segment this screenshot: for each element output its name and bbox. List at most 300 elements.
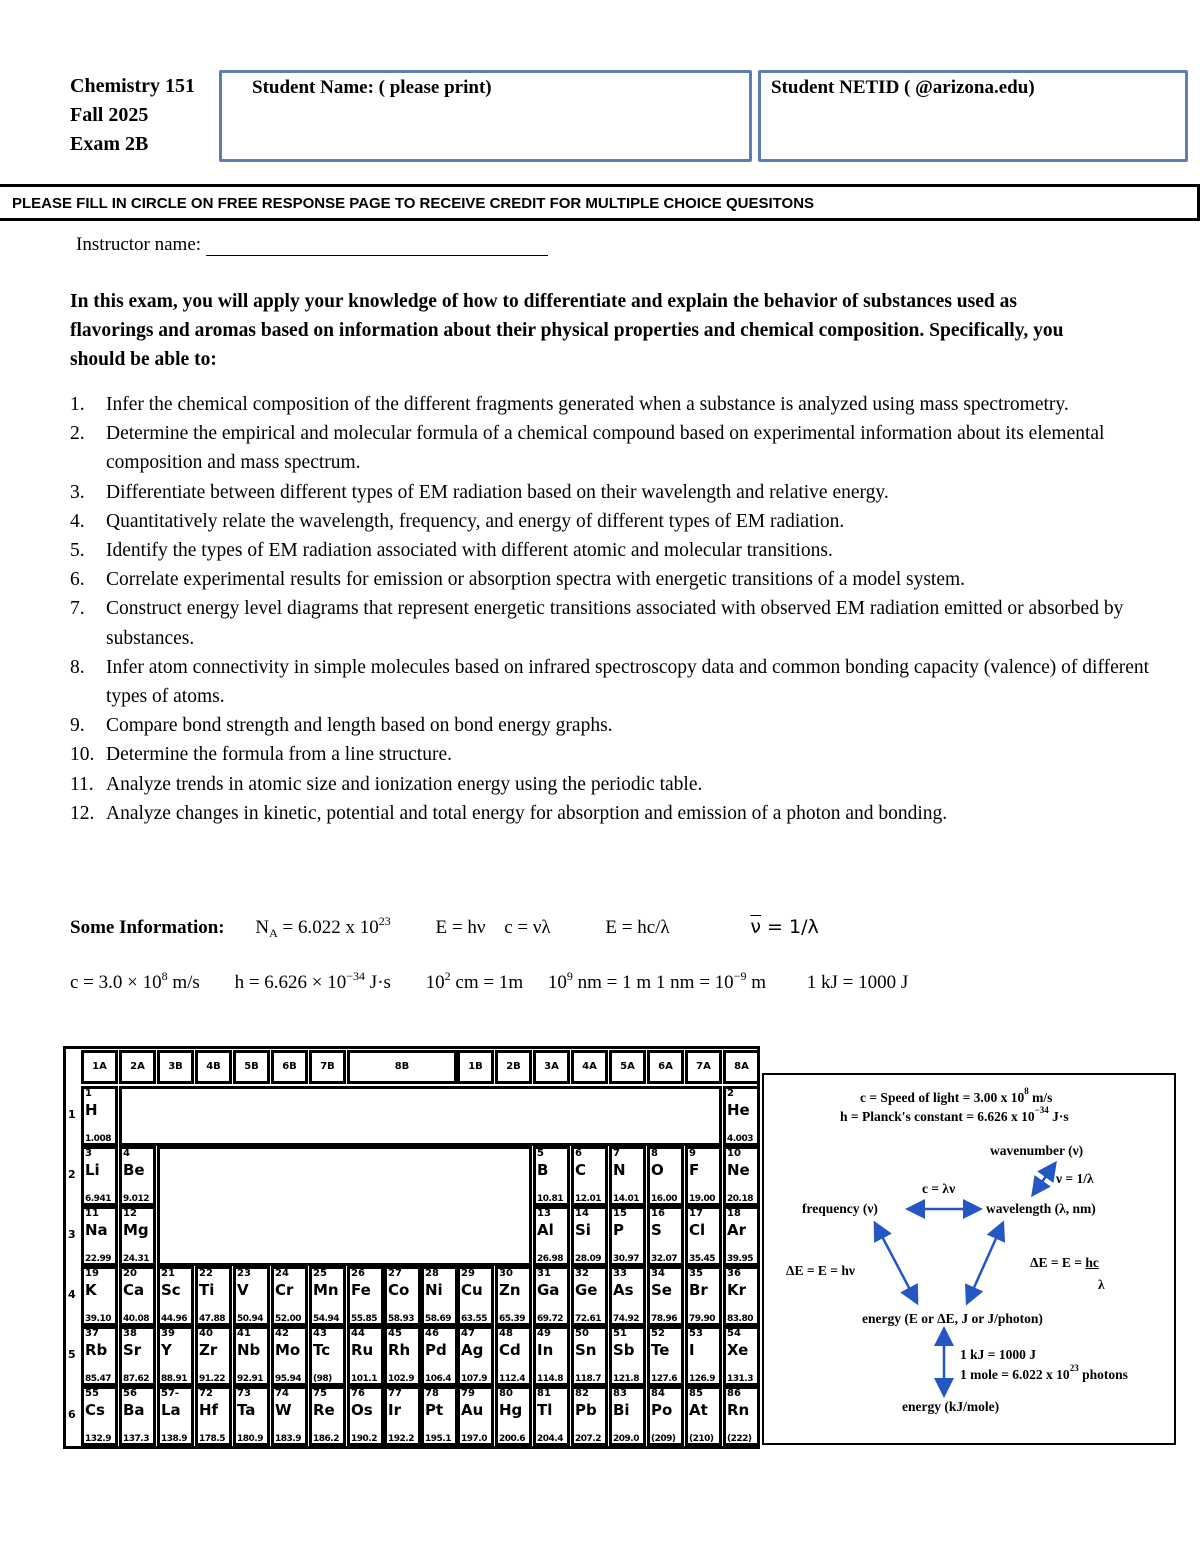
atomic-mass: 192.2 xyxy=(388,1434,414,1444)
element-symbol: Cs xyxy=(85,1401,105,1419)
atomic-mass: 209.0 xyxy=(613,1434,639,1444)
atomic-mass: 137.3 xyxy=(123,1434,149,1444)
atomic-mass: 126.9 xyxy=(689,1374,715,1384)
element-symbol: Cd xyxy=(499,1341,521,1359)
instruction-banner xyxy=(0,184,1200,221)
element-cell xyxy=(571,1266,608,1326)
atomic-number: 47 xyxy=(461,1328,475,1339)
atomic-number: 10 xyxy=(727,1148,741,1159)
atomic-number: 31 xyxy=(537,1268,551,1279)
objective-text: Analyze changes in kinetic, potential and total energy for absorption and emission of a photon and bonding. xyxy=(106,802,948,824)
objective-number: 3. xyxy=(70,481,85,503)
period-number: 6 xyxy=(68,1408,76,1421)
atomic-number: 77 xyxy=(388,1388,402,1399)
objective-item xyxy=(70,711,1150,740)
atomic-mass: 39.10 xyxy=(85,1314,111,1324)
student-name-box[interactable] xyxy=(219,70,752,162)
nm-conv: $10^9$ nm = 1 m 1 nm = $10^{-9}$ m xyxy=(547,969,766,993)
objective-number: 6. xyxy=(70,569,85,591)
element-symbol: Pt xyxy=(425,1401,444,1419)
element-symbol: Tl xyxy=(537,1401,553,1419)
wavenumber-arrow xyxy=(1034,1165,1054,1193)
atomic-number: 72 xyxy=(199,1388,213,1399)
atomic-number: 49 xyxy=(537,1328,551,1339)
element-symbol: Co xyxy=(388,1281,410,1299)
cm-conv: $10^2$ cm = 1m xyxy=(425,969,524,993)
element-symbol: Re xyxy=(313,1401,335,1419)
banner-text: PLEASE FILL IN CIRCLE ON FREE RESPONSE PAGE TO RECEIVE CREDIT FOR MULTIPLE CHOICE QUESITONS xyxy=(12,195,815,212)
objective-text: Construct energy level diagrams that represent energetic transitions associated with observed EM radiation emitted or absorbed by substances. xyxy=(106,598,1124,649)
atomic-number: 52 xyxy=(651,1328,665,1339)
element-symbol: Na xyxy=(85,1221,108,1239)
group-header: 1B xyxy=(457,1050,494,1084)
wavelength-label: wavelength (λ, nm) xyxy=(986,1201,1096,1216)
c-vl: c = νλ xyxy=(504,917,551,938)
period-number: 1 xyxy=(68,1108,76,1121)
atomic-mass: 92.91 xyxy=(237,1374,263,1384)
instructor-label: Instructor name: xyxy=(76,234,206,255)
element-cell xyxy=(609,1326,646,1386)
atomic-mass: 44.96 xyxy=(161,1314,187,1324)
element-symbol: Ni xyxy=(425,1281,443,1299)
atomic-number: 19 xyxy=(85,1268,99,1279)
atomic-mass: 16.00 xyxy=(651,1194,677,1204)
element-symbol: Zn xyxy=(499,1281,521,1299)
atomic-mass: 127.6 xyxy=(651,1374,677,1384)
atomic-mass: 200.6 xyxy=(499,1434,525,1444)
group-header: 5A xyxy=(609,1050,646,1084)
group-header: 3B xyxy=(157,1050,194,1084)
atomic-number: 50 xyxy=(575,1328,589,1339)
objective-item xyxy=(70,478,1150,507)
atomic-number: 82 xyxy=(575,1388,589,1399)
atomic-mass: 138.9 xyxy=(161,1434,187,1444)
group-header: 7B xyxy=(309,1050,346,1084)
element-cell xyxy=(271,1266,308,1326)
element-symbol: C xyxy=(575,1161,587,1179)
element-cell xyxy=(647,1146,684,1206)
student-netid-box[interactable] xyxy=(758,70,1188,162)
element-symbol: Xe xyxy=(727,1341,749,1359)
wavenumber-relation: ν = 1/λ xyxy=(1056,1171,1094,1186)
objective-number: 2. xyxy=(70,423,85,445)
objectives-list xyxy=(70,390,1150,828)
element-cell xyxy=(81,1086,118,1146)
atomic-number: 14 xyxy=(575,1208,589,1219)
c-value: $c = 3.0 \times 10^8$ m/s xyxy=(70,969,200,993)
de-hc-label: ΔE = E = hc xyxy=(1030,1255,1099,1270)
element-cell xyxy=(119,1146,156,1206)
element-cell xyxy=(384,1326,421,1386)
frequency-label: frequency (ν) xyxy=(802,1201,878,1216)
atomic-mass: 69.72 xyxy=(537,1314,563,1324)
atomic-mass: 102.9 xyxy=(388,1374,414,1384)
element-symbol: Si xyxy=(575,1221,591,1239)
element-symbol: Cr xyxy=(275,1281,294,1299)
atomic-mass: 14.01 xyxy=(613,1194,639,1204)
mole-label: 1 mole = 6.022 x $10^{23}$ photons xyxy=(960,1363,1128,1382)
objective-number: 11. xyxy=(70,773,94,795)
element-cell xyxy=(495,1326,532,1386)
atomic-number: 12 xyxy=(123,1208,137,1219)
c-relation: c = λν xyxy=(922,1181,956,1196)
element-cell xyxy=(457,1326,494,1386)
wavelength-energy-arrow xyxy=(968,1225,1002,1301)
element-cell xyxy=(119,1386,156,1446)
element-cell xyxy=(233,1326,270,1386)
periodic-table xyxy=(63,1046,760,1449)
element-symbol: V xyxy=(237,1281,249,1299)
element-symbol: Ca xyxy=(123,1281,145,1299)
element-cell xyxy=(233,1266,270,1326)
atomic-mass: 65.39 xyxy=(499,1314,525,1324)
atomic-number: 36 xyxy=(727,1268,741,1279)
exam-version: Exam 2B xyxy=(70,133,149,155)
atomic-number: 28 xyxy=(425,1268,439,1279)
element-symbol: Li xyxy=(85,1161,100,1179)
element-symbol: F xyxy=(689,1161,700,1179)
element-symbol: Ba xyxy=(123,1401,145,1419)
atomic-mass: (98) xyxy=(313,1374,332,1384)
element-cell xyxy=(685,1266,722,1326)
objective-number: 7. xyxy=(70,598,85,620)
objective-number: 5. xyxy=(70,540,85,562)
element-cell xyxy=(81,1386,118,1446)
element-cell xyxy=(571,1326,608,1386)
atomic-number: 7 xyxy=(613,1148,620,1159)
atomic-mass: 72.61 xyxy=(575,1314,601,1324)
element-cell xyxy=(157,1386,194,1446)
atomic-number: 21 xyxy=(161,1268,175,1279)
atomic-number: 51 xyxy=(613,1328,627,1339)
element-cell xyxy=(533,1266,570,1326)
element-symbol: Hg xyxy=(499,1401,523,1419)
atomic-mass: 4.003 xyxy=(727,1134,753,1144)
element-cell xyxy=(81,1326,118,1386)
atomic-mass: 6.941 xyxy=(85,1194,111,1204)
atomic-mass: 1.008 xyxy=(85,1134,111,1144)
objective-item xyxy=(70,799,1150,828)
atomic-number: 75 xyxy=(313,1388,327,1399)
atomic-number: 81 xyxy=(537,1388,551,1399)
objective-text: Differentiate between different types of EM radiation based on their wavelength and relative energy. xyxy=(106,481,889,503)
atomic-number: 18 xyxy=(727,1208,741,1219)
element-symbol: Ar xyxy=(727,1221,747,1239)
group-header: 6A xyxy=(647,1050,684,1084)
element-cell xyxy=(609,1266,646,1326)
group-header: 2A xyxy=(119,1050,156,1084)
element-cell xyxy=(571,1386,608,1446)
atomic-mass: 180.9 xyxy=(237,1434,263,1444)
element-cell xyxy=(457,1386,494,1446)
element-cell xyxy=(685,1386,722,1446)
objective-item xyxy=(70,390,1150,419)
group-header: 5B xyxy=(233,1050,270,1084)
atomic-mass: 74.92 xyxy=(613,1314,639,1324)
atomic-number: 46 xyxy=(425,1328,439,1339)
objective-item xyxy=(70,770,1150,799)
atomic-mass: 91.22 xyxy=(199,1374,225,1384)
element-cell xyxy=(119,1326,156,1386)
atomic-number: 38 xyxy=(123,1328,137,1339)
atomic-number: 74 xyxy=(275,1388,289,1399)
element-symbol: He xyxy=(727,1101,750,1119)
element-symbol: Te xyxy=(651,1341,670,1359)
element-cell xyxy=(384,1266,421,1326)
element-symbol: Y xyxy=(161,1341,172,1359)
atomic-number: 16 xyxy=(651,1208,665,1219)
objective-text: Infer atom connectivity in simple molecules based on infrared spectroscopy data and common bonding capacity (valence) of different types of atoms. xyxy=(106,656,1150,708)
objective-number: 8. xyxy=(70,656,85,678)
element-symbol: Ti xyxy=(199,1281,215,1299)
element-cell xyxy=(157,1326,194,1386)
element-symbol: Sb xyxy=(613,1341,635,1359)
atomic-mass: 197.0 xyxy=(461,1434,487,1444)
atomic-mass: 204.4 xyxy=(537,1434,563,1444)
element-cell xyxy=(495,1266,532,1326)
atomic-number: 30 xyxy=(499,1268,513,1279)
element-cell xyxy=(609,1146,646,1206)
atomic-number: 26 xyxy=(351,1268,365,1279)
element-cell xyxy=(421,1266,458,1326)
instructor-field[interactable] xyxy=(76,234,548,256)
atomic-number: 84 xyxy=(651,1388,665,1399)
element-cell xyxy=(157,1266,194,1326)
objective-item xyxy=(70,594,1150,652)
atomic-mass: 186.2 xyxy=(313,1434,339,1444)
de-hv-label: ΔE = E = hν xyxy=(786,1263,855,1278)
element-cell xyxy=(533,1326,570,1386)
element-symbol: H xyxy=(85,1101,98,1119)
element-cell xyxy=(495,1386,532,1446)
atomic-number: 20 xyxy=(123,1268,137,1279)
atomic-mass: 40.08 xyxy=(123,1314,149,1324)
objective-item xyxy=(70,565,1150,594)
course-term: Fall 2025 xyxy=(70,104,149,126)
group-header: 2B xyxy=(495,1050,532,1084)
element-cell xyxy=(119,1206,156,1266)
atomic-mass: 118.7 xyxy=(575,1374,601,1384)
student-netid-label: Student NETID ( @arizona.edu) xyxy=(771,77,1035,98)
energy-label: energy (E or ΔE, J or J/photon) xyxy=(862,1311,1043,1326)
atomic-mass: 85.47 xyxy=(85,1374,111,1384)
atomic-mass: 39.95 xyxy=(727,1254,753,1264)
element-cell xyxy=(571,1146,608,1206)
objective-text: Identify the types of EM radiation associated with different atomic and molecular transitions. xyxy=(106,540,833,562)
atomic-number: 4 xyxy=(123,1148,130,1159)
atomic-mass: 107.9 xyxy=(461,1374,487,1384)
element-cell xyxy=(609,1386,646,1446)
atomic-number: 37 xyxy=(85,1328,99,1339)
element-cell xyxy=(421,1386,458,1446)
objective-number: 10. xyxy=(70,744,95,766)
atomic-mass: 112.4 xyxy=(499,1374,525,1384)
element-symbol: Rn xyxy=(727,1401,750,1419)
objective-text: Analyze trends in atomic size and ionization energy using the periodic table. xyxy=(106,773,703,795)
atomic-number: 40 xyxy=(199,1328,213,1339)
element-cell xyxy=(647,1206,684,1266)
atomic-number: 3 xyxy=(85,1148,92,1159)
period-number: 3 xyxy=(68,1228,76,1241)
info-line-2 xyxy=(70,969,909,994)
atomic-number: 73 xyxy=(237,1388,251,1399)
element-cell xyxy=(309,1266,346,1326)
atomic-number: 17 xyxy=(689,1208,703,1219)
atomic-number: 29 xyxy=(461,1268,475,1279)
objective-text: Determine the empirical and molecular formula of a chemical compound based on experimental information about its elemental composition and mass spectrum. xyxy=(106,423,1105,474)
element-symbol: S xyxy=(651,1221,662,1239)
atomic-mass: (209) xyxy=(651,1434,676,1444)
group-header: 7A xyxy=(685,1050,722,1084)
instructor-blank[interactable] xyxy=(206,235,548,256)
group-header: 6B xyxy=(271,1050,308,1084)
atomic-number: 6 xyxy=(575,1148,582,1159)
element-cell xyxy=(81,1146,118,1206)
element-cell xyxy=(533,1206,570,1266)
element-symbol: Pb xyxy=(575,1401,597,1419)
atomic-mass: 114.8 xyxy=(537,1374,563,1384)
atomic-mass: 35.45 xyxy=(689,1254,715,1264)
element-symbol: Mg xyxy=(123,1221,149,1239)
atomic-number: 86 xyxy=(727,1388,741,1399)
atomic-mass: 19.00 xyxy=(689,1194,715,1204)
objective-text: Determine the formula from a line structure. xyxy=(106,744,452,766)
element-symbol: Cl xyxy=(689,1221,706,1239)
objective-text: Quantitatively relate the wavelength, frequency, and energy of different types of EM radiation. xyxy=(106,510,845,532)
atomic-number: 85 xyxy=(689,1388,703,1399)
atomic-number: 44 xyxy=(351,1328,365,1339)
atomic-number: 9 xyxy=(689,1148,696,1159)
element-symbol: I xyxy=(689,1341,695,1359)
atomic-number: 57- xyxy=(161,1388,180,1399)
element-cell xyxy=(195,1326,232,1386)
atomic-mass: 12.01 xyxy=(575,1194,601,1204)
objective-number: 12. xyxy=(70,802,95,824)
atomic-number: 41 xyxy=(237,1328,251,1339)
atomic-mass: 95.94 xyxy=(275,1374,301,1384)
element-symbol: Fe xyxy=(351,1281,371,1299)
atomic-mass: 10.81 xyxy=(537,1194,563,1204)
objective-number: 1. xyxy=(70,394,85,415)
element-cell xyxy=(457,1266,494,1326)
element-symbol: Rh xyxy=(388,1341,411,1359)
element-symbol: K xyxy=(85,1281,97,1299)
atomic-number: 1 xyxy=(85,1088,92,1099)
atomic-mass: 50.94 xyxy=(237,1314,263,1324)
blank-region xyxy=(119,1086,722,1146)
atomic-mass: 79.90 xyxy=(689,1314,715,1324)
atomic-mass: 78.96 xyxy=(651,1314,677,1324)
atomic-number: 15 xyxy=(613,1208,627,1219)
atomic-number: 48 xyxy=(499,1328,513,1339)
objective-text: Compare bond strength and length based on bond energy graphs. xyxy=(106,715,613,737)
atomic-number: 32 xyxy=(575,1268,589,1279)
atomic-mass: 58.69 xyxy=(425,1314,451,1324)
atomic-number: 35 xyxy=(689,1268,703,1279)
atomic-mass: 30.97 xyxy=(613,1254,639,1264)
element-symbol: Tc xyxy=(313,1341,331,1359)
group-header: 1A xyxy=(81,1050,118,1084)
element-cell xyxy=(309,1386,346,1446)
em-relationship-diagram xyxy=(762,1073,1176,1445)
element-cell xyxy=(723,1326,760,1386)
atomic-number: 27 xyxy=(388,1268,402,1279)
element-cell xyxy=(195,1386,232,1446)
intro-paragraph: In this exam, you will apply your knowledge of how to differentiate and explain the behavior of substances used as flavorings and aromas based on information about their physical properties and chemical composition. Specifically, you should be able to: xyxy=(70,291,1064,370)
element-cell xyxy=(723,1386,760,1446)
element-cell xyxy=(309,1326,346,1386)
atomic-number: 11 xyxy=(85,1208,99,1219)
element-symbol: As xyxy=(613,1281,634,1299)
info-line-1 xyxy=(70,916,819,939)
atomic-mass: 88.91 xyxy=(161,1374,187,1384)
atomic-number: 34 xyxy=(651,1268,665,1279)
element-symbol: Sc xyxy=(161,1281,181,1299)
element-symbol: Nb xyxy=(237,1341,261,1359)
lambda-denominator: λ xyxy=(1098,1277,1105,1292)
element-symbol: N xyxy=(613,1161,626,1179)
element-cell xyxy=(609,1206,646,1266)
element-cell xyxy=(685,1326,722,1386)
element-cell xyxy=(685,1206,722,1266)
atomic-mass: 178.5 xyxy=(199,1434,225,1444)
objective-item xyxy=(70,653,1150,711)
h-definition: h = Planck's constant = 6.626 x $10^{-34}$ J·s xyxy=(840,1105,1069,1124)
atomic-number: 80 xyxy=(499,1388,513,1399)
diagram-arrows xyxy=(764,1075,1178,1447)
objective-text: Infer the chemical composition of the different fragments generated when a substance is analyzed using mass spectrometry. xyxy=(106,394,1069,415)
group-header: 8A xyxy=(723,1050,760,1084)
element-cell xyxy=(723,1086,760,1146)
element-cell xyxy=(533,1386,570,1446)
h-value: $h = 6.626 \times 10^{-34}$ J·s xyxy=(234,969,391,993)
atomic-mass: 55.85 xyxy=(351,1314,377,1324)
objective-number: 9. xyxy=(70,715,85,737)
element-symbol: Ge xyxy=(575,1281,598,1299)
energy-mol-label: energy (kJ/mole) xyxy=(902,1399,1000,1414)
atomic-mass: 28.09 xyxy=(575,1254,601,1264)
atomic-mass: 47.88 xyxy=(199,1314,225,1324)
element-symbol: Mn xyxy=(313,1281,339,1299)
atomic-mass: 131.3 xyxy=(727,1374,753,1384)
atomic-mass: 9.012 xyxy=(123,1194,149,1204)
info-label: Some Information: xyxy=(70,917,225,938)
student-name-label: Student Name: ( please print) xyxy=(252,77,492,98)
element-symbol: Rb xyxy=(85,1341,108,1359)
element-symbol: In xyxy=(537,1341,554,1359)
element-symbol: Os xyxy=(351,1401,373,1419)
element-symbol: Al xyxy=(537,1221,554,1239)
kj-label: 1 kJ = 1000 J xyxy=(960,1347,1036,1362)
atomic-number: 2 xyxy=(727,1088,734,1099)
group-header: 4B xyxy=(195,1050,232,1084)
group-header: 8B xyxy=(347,1050,457,1084)
element-symbol: Po xyxy=(651,1401,673,1419)
atomic-mass: 63.55 xyxy=(461,1314,487,1324)
element-symbol: Hf xyxy=(199,1401,219,1419)
period-number: 5 xyxy=(68,1348,76,1361)
element-symbol: At xyxy=(689,1401,708,1419)
element-cell xyxy=(347,1386,384,1446)
atomic-mass: 87.62 xyxy=(123,1374,149,1384)
atomic-number: 24 xyxy=(275,1268,289,1279)
e-hv: E = hν xyxy=(435,917,486,938)
atomic-mass: 24.31 xyxy=(123,1254,149,1264)
element-cell xyxy=(723,1266,760,1326)
period-number: 2 xyxy=(68,1168,76,1181)
course-info xyxy=(70,72,195,159)
atomic-number: 83 xyxy=(613,1388,627,1399)
